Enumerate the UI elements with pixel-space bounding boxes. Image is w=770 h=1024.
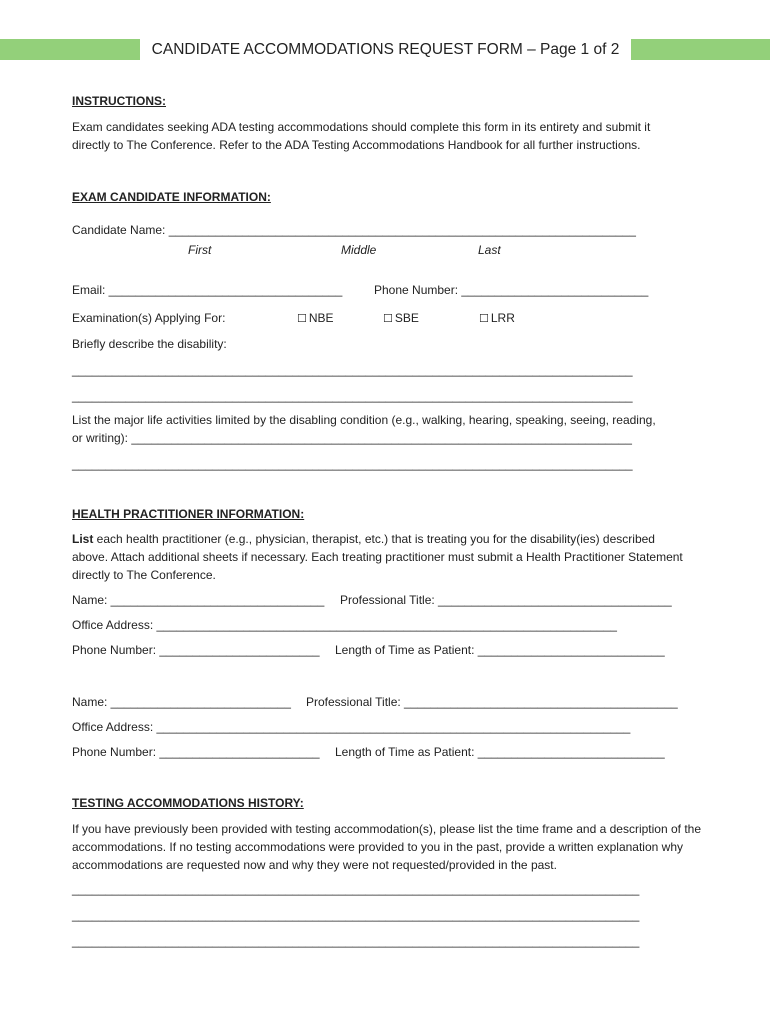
examination-label: Examination(s) Applying For: <box>72 311 226 325</box>
checkbox-icon: ☐ <box>383 312 393 325</box>
practitioner-1-title-field[interactable]: Professional Title: ___________________________________ <box>340 593 672 607</box>
practitioner-intro-text: each health practitioner (e.g., physician, therapist, etc.) that is treating you for the disability(ies) described above. Attach additional sheets if necessary. Each treating practitioner must submit a Health Practitioner Statement directly to The Conference. <box>72 532 683 582</box>
sbe-checkbox[interactable] <box>383 311 419 326</box>
instructions-body: Exam candidates seeking ADA testing accommodations should complete this form in its entirety and submit it directly to The Conference. Refer to the ADA Testing Accommodations Handbook for all further instructions. <box>72 120 651 152</box>
practitioner-2-name-field[interactable]: Name: ___________________________ <box>72 695 291 709</box>
practitioner-intro-emphasis: List <box>72 532 94 546</box>
practitioner-2-address-field[interactable]: Office Address: _______________________________________________________________________ <box>72 720 631 734</box>
header-accent-bar-right <box>631 39 770 60</box>
candidate-info-heading: EXAM CANDIDATE INFORMATION: <box>72 190 271 204</box>
life-activities-label: List the major life activities limited by the disabling condition (e.g., walking, hearing, speaking, seeing, reading, <box>72 413 656 427</box>
checkbox-icon: ☐ <box>479 312 489 325</box>
practitioner-2-length-field[interactable]: Length of Time as Patient: ____________________________ <box>335 745 665 759</box>
checkbox-icon: ☐ <box>297 312 307 325</box>
nbe-label: NBE <box>308 311 334 325</box>
last-name-label: Last <box>478 243 501 257</box>
lrr-label: LRR <box>490 311 515 325</box>
life-activities-field[interactable]: or writing): ___________________________________________________________________________ <box>72 431 632 445</box>
practitioner-intro <box>72 530 687 584</box>
practitioner-2-phone-field[interactable]: Phone Number: ________________________ <box>72 745 320 759</box>
accommodations-history-body: If you have previously been provided with testing accommodation(s), please list the time frame and a description of the accommodations. If no testing accommodations were provided to you in the past, provide a written explanation why accommodations are requested now and why they were not requested/provided in the past. <box>72 822 701 872</box>
lrr-checkbox[interactable] <box>479 311 515 326</box>
instructions-heading: INSTRUCTIONS: <box>72 94 166 108</box>
practitioner-info-heading: HEALTH PRACTITIONER INFORMATION: <box>72 507 305 521</box>
practitioner-1-name-field[interactable]: Name: ________________________________ <box>72 593 325 607</box>
form-title: CANDIDATE ACCOMMODATIONS REQUEST FORM – Page 1 of 2 <box>151 41 620 58</box>
phone-number-field[interactable]: Phone Number: ____________________________ <box>374 283 649 297</box>
accommodations-history-heading: TESTING ACCOMMODATIONS HISTORY: <box>72 796 304 810</box>
middle-name-label: Middle <box>341 243 377 257</box>
practitioner-1-phone-field[interactable]: Phone Number: ________________________ <box>72 643 320 657</box>
practitioner-1-address-field[interactable]: Office Address: _____________________________________________________________________ <box>72 618 617 632</box>
sbe-label: SBE <box>394 311 419 325</box>
history-response-line[interactable]: _____________________________________________________________________________________ <box>72 934 640 948</box>
email-field[interactable]: Email: ___________________________________ <box>72 283 343 297</box>
header-accent-bar-left <box>0 39 140 60</box>
candidate-name-field[interactable]: Candidate Name: ______________________________________________________________________ <box>72 223 636 237</box>
nbe-checkbox[interactable] <box>297 311 334 326</box>
practitioner-2-title-field[interactable]: Professional Title: _________________________________________ <box>306 695 678 709</box>
history-response-line[interactable]: _____________________________________________________________________________________ <box>72 882 640 896</box>
practitioner-1-length-field[interactable]: Length of Time as Patient: ____________________________ <box>335 643 665 657</box>
history-response-line[interactable]: _____________________________________________________________________________________ <box>72 908 640 922</box>
disability-description-line[interactable]: ____________________________________________________________________________________ <box>72 363 633 377</box>
disability-description-line[interactable]: ____________________________________________________________________________________ <box>72 389 633 403</box>
disability-description-label: Briefly describe the disability: <box>72 337 227 351</box>
first-name-label: First <box>188 243 212 257</box>
life-activities-line[interactable]: ____________________________________________________________________________________ <box>72 457 633 471</box>
